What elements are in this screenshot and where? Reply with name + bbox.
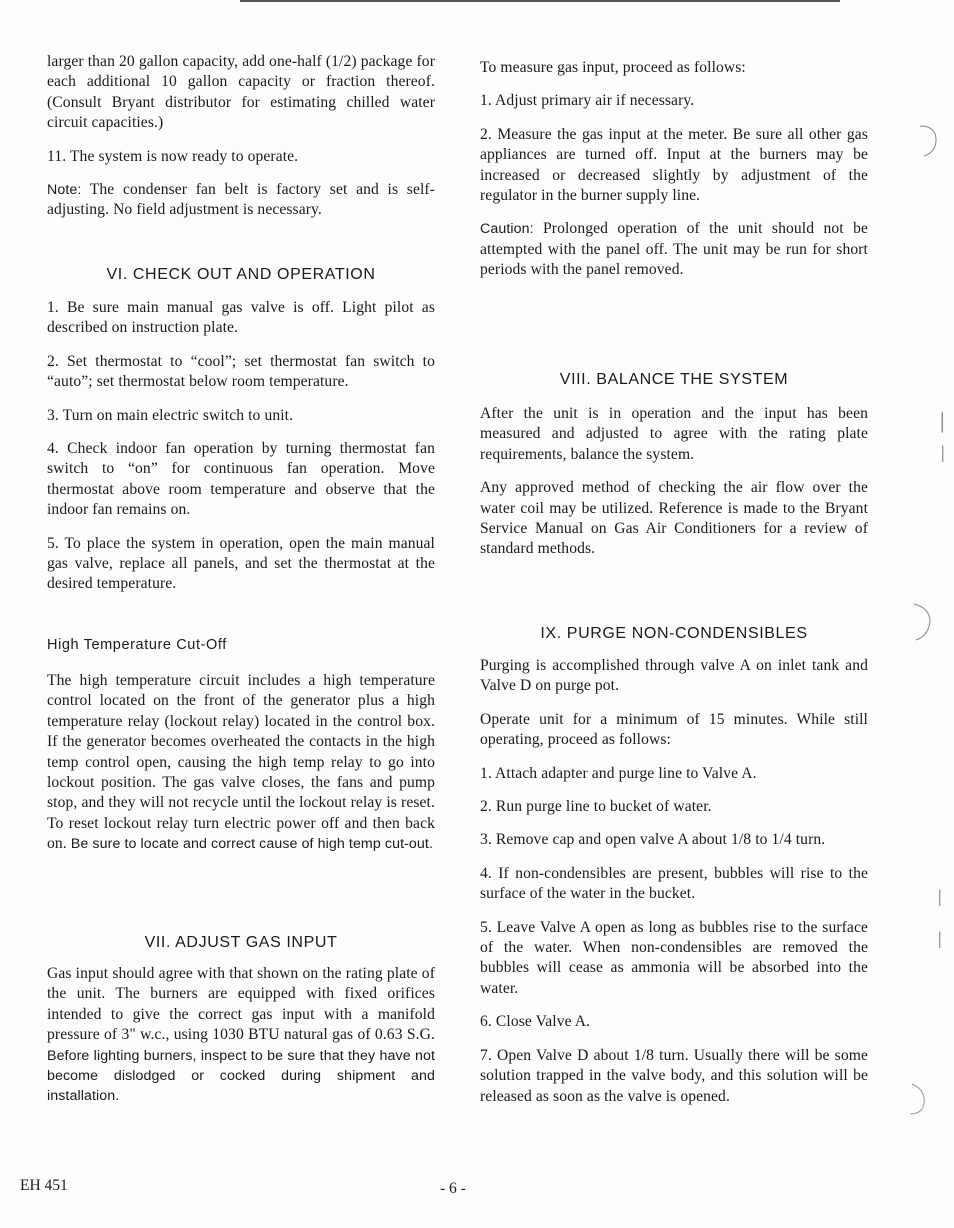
edge-mark: | — [938, 928, 942, 948]
section-viii-body — [480, 404, 868, 573]
binder-hole-mark — [900, 600, 934, 644]
sec9-item-7: 7. Open Valve D about 1/8 turn. Usually there will be some solution trapped in the valve body, and this solution will be released as soon as the valve is opened. — [480, 1046, 868, 1105]
note-text: The condenser fan belt is factory set and is self-adjusting. No field adjustment is necessary. — [47, 181, 435, 219]
section-vii-title: VII. ADJUST GAS INPUT — [144, 934, 338, 951]
sec9-item-5: 5. Leave Valve A open as long as bubbles rise to the surface of the water. When non-condensibles are removed the bubbles will cease as ammonia will be absorbed into the water. — [480, 918, 868, 997]
edge-mark: | — [940, 408, 945, 433]
sec6-item-1: 1. Be sure main manual gas valve is off. Light pilot as described on instruction plate. — [47, 299, 435, 337]
gas-input-paragraph — [47, 964, 435, 1107]
sec9-para-1: Purging is accomplished through valve A on inlet tank and Valve D on purge pot. — [480, 657, 868, 695]
section-vi-title: VI. CHECK OUT AND OPERATION — [106, 266, 376, 283]
intro-paragraph: larger than 20 gallon capacity, add one-half (1/2) package for each additional 10 gallon capacity or fraction thereof. (Consult Bryant distributor for estimating chilled water circuit capacities.) — [47, 53, 435, 132]
edge-mark: | — [941, 442, 945, 462]
note-paragraph — [47, 180, 435, 221]
sec6-item-2: 2. Set thermostat to “cool”; set thermostat fan switch to “auto”; set thermostat below room temperature. — [47, 352, 435, 391]
sec9-item-6: 6. Close Valve A. — [480, 1013, 591, 1031]
binder-hole-mark — [900, 1080, 930, 1120]
right-column-top — [480, 58, 868, 294]
measure-item-2: 2. Measure the gas input at the meter. Be sure all other gas appliances are turned off. Input at the burners may be increased or decreased slightly by adjustment of the regulator in the burner supply line. — [480, 125, 868, 205]
section-viii-title: VIII. BALANCE THE SYSTEM — [559, 371, 789, 388]
section-ix-body — [480, 656, 868, 1120]
section-vi-list — [47, 298, 435, 608]
sec9-item-4: 4. If non-condensibles are present, bubbles will rise to the surface of the water in the bucket. — [480, 864, 868, 903]
high-temp-cutoff — [47, 637, 435, 868]
step-11: 11. The system is now ready to operate. — [47, 147, 299, 165]
section-vii-body — [47, 964, 435, 1120]
top-rule — [240, 0, 840, 2]
gas-input-text: Gas input should agree with that shown on the rating plate of the unit. The burners are equipped with fixed orifices intended to give the correct gas input with a manifold pressure of 3" w.c., using 1030 BTU natural gas of 0.63 S.G. — [47, 965, 435, 1044]
sec9-item-2: 2. Run purge line to bucket of water. — [480, 798, 712, 816]
high-temp-text: The high temperature circuit includes a high temperature control located on the front of the generator plus a high temperature relay (lockout relay) located in the control box. If the generator becomes overheated the contacts in the high temp control open, causing the high temp relay to go into lockout position. The gas valve closes, the fans and pump stop, and they will not recycle until the lockout relay is reset. To reset lockout relay turn electric power off and then back on. — [47, 672, 435, 853]
measure-intro: To measure gas input, proceed as follows: — [480, 59, 746, 76]
sec9-item-3: 3. Remove cap and open valve A about 1/8 to 1/4 turn. — [480, 831, 826, 849]
sec9-para-2: Operate unit for a minimum of 15 minutes. While still operating, proceed as follows: — [480, 710, 868, 749]
note-label: Note: — [47, 182, 82, 199]
sec8-para-2: Any approved method of checking the air flow over the water coil may be utilized. Reference is made to the Bryant Service Manual on Gas Air Conditioners for a review of standard methods. — [480, 479, 868, 558]
sec6-item-5: 5. To place the system in operation, open the main manual gas valve, replace all panels, and set the thermostat at the desired temperature. — [47, 534, 435, 593]
edge-mark: | — [938, 886, 942, 906]
sec6-item-4: 4. Check indoor fan operation by turning thermostat fan switch to “on” for continuous fan operation. Move thermostat above room temperature and observe that the indoor fan remains on. — [47, 440, 435, 519]
page-number: - 6 - — [440, 1180, 466, 1197]
left-column — [47, 52, 435, 234]
high-temp-title: High Temperature Cut-Off — [47, 637, 227, 653]
binder-hole-mark — [910, 120, 940, 160]
caution-label: Caution: — [480, 221, 534, 238]
sec6-item-3: 3. Turn on main electric switch to unit. — [47, 406, 294, 424]
caution-paragraph — [480, 219, 868, 280]
section-ix-title: IX. PURGE NON-CONDENSIBLES — [540, 625, 808, 642]
sec9-item-1: 1. Attach adapter and purge line to Valve A. — [480, 764, 757, 782]
gas-input-bold: Before lighting burners, inspect to be sure that they have not become dislodged or cocked during shipment and installation. — [47, 1047, 435, 1105]
caution-text: Prolonged operation of the unit should not be attempted with the panel off. The unit may be run for short periods with the panel removed. — [480, 220, 868, 279]
sec8-para-1: After the unit is in operation and the input has been measured and adjusted to agree with the rating plate requirements, balance the system. — [480, 405, 868, 463]
document-id: EH 451 — [20, 1177, 68, 1194]
measure-item-1: 1. Adjust primary air if necessary. — [480, 92, 695, 110]
high-temp-bold: Be sure to locate and correct cause of high temp cut-out. — [66, 836, 433, 853]
high-temp-paragraph — [47, 671, 435, 855]
